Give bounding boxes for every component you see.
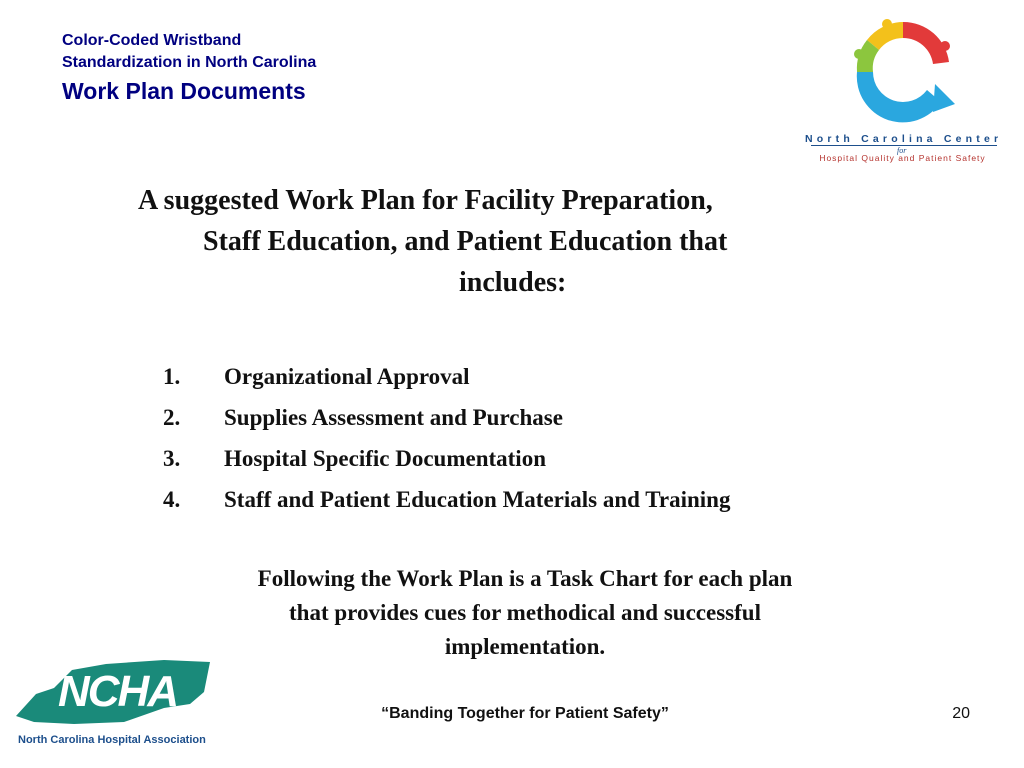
list-item-label: Staff and Patient Education Materials and Training (224, 486, 731, 512)
list-item (163, 438, 923, 479)
header-line-2: Standardization in North Carolina (62, 54, 317, 71)
footer-tagline: “Banding Together for Patient Safety” (381, 705, 669, 722)
intro-paragraph (130, 180, 920, 303)
ncha-state-logo-icon (14, 652, 214, 732)
list-item-label: Hospital Specific Documentation (224, 445, 546, 471)
header-line-1: Color-Coded Wristband (62, 32, 242, 49)
ncha-caption: North Carolina Hospital Association (18, 734, 206, 746)
list-item-label: Supplies Assessment and Purchase (224, 404, 563, 430)
intro-line-1: A suggested Work Plan for Facility Preparation, (138, 185, 713, 216)
nc-center-logo (805, 12, 1005, 170)
hands-circle-logo-icon (847, 12, 959, 124)
list-item-number: 1. (163, 363, 181, 389)
list-item-number: 4. (163, 486, 181, 512)
intro-line-2: Staff Education, and Patient Education that (203, 226, 728, 257)
closing-paragraph (130, 562, 920, 664)
work-plan-list (163, 356, 923, 520)
list-item (163, 479, 923, 520)
ncha-logo-letters: NCHA (58, 667, 178, 716)
list-item-number: 2. (163, 404, 181, 430)
list-item (163, 397, 923, 438)
ncha-logo (14, 652, 224, 752)
closing-line-1: Following the Work Plan is a Task Chart for each plan (257, 566, 793, 591)
logo-for: for (897, 146, 907, 155)
closing-line-2: that provides cues for methodical and successful (289, 600, 761, 625)
slide-title: Work Plan Documents (62, 78, 306, 104)
slide-header (62, 30, 316, 106)
list-item (163, 356, 923, 397)
logo-org-subtitle: Hospital Quality and Patient Safety (819, 153, 986, 163)
list-item-label: Organizational Approval (224, 363, 470, 389)
intro-line-3: includes: (459, 267, 567, 298)
closing-line-3: implementation. (444, 634, 606, 659)
logo-org-name: North Carolina Center (805, 133, 1003, 145)
page-number: 20 (952, 705, 970, 722)
list-item-number: 3. (163, 445, 181, 471)
